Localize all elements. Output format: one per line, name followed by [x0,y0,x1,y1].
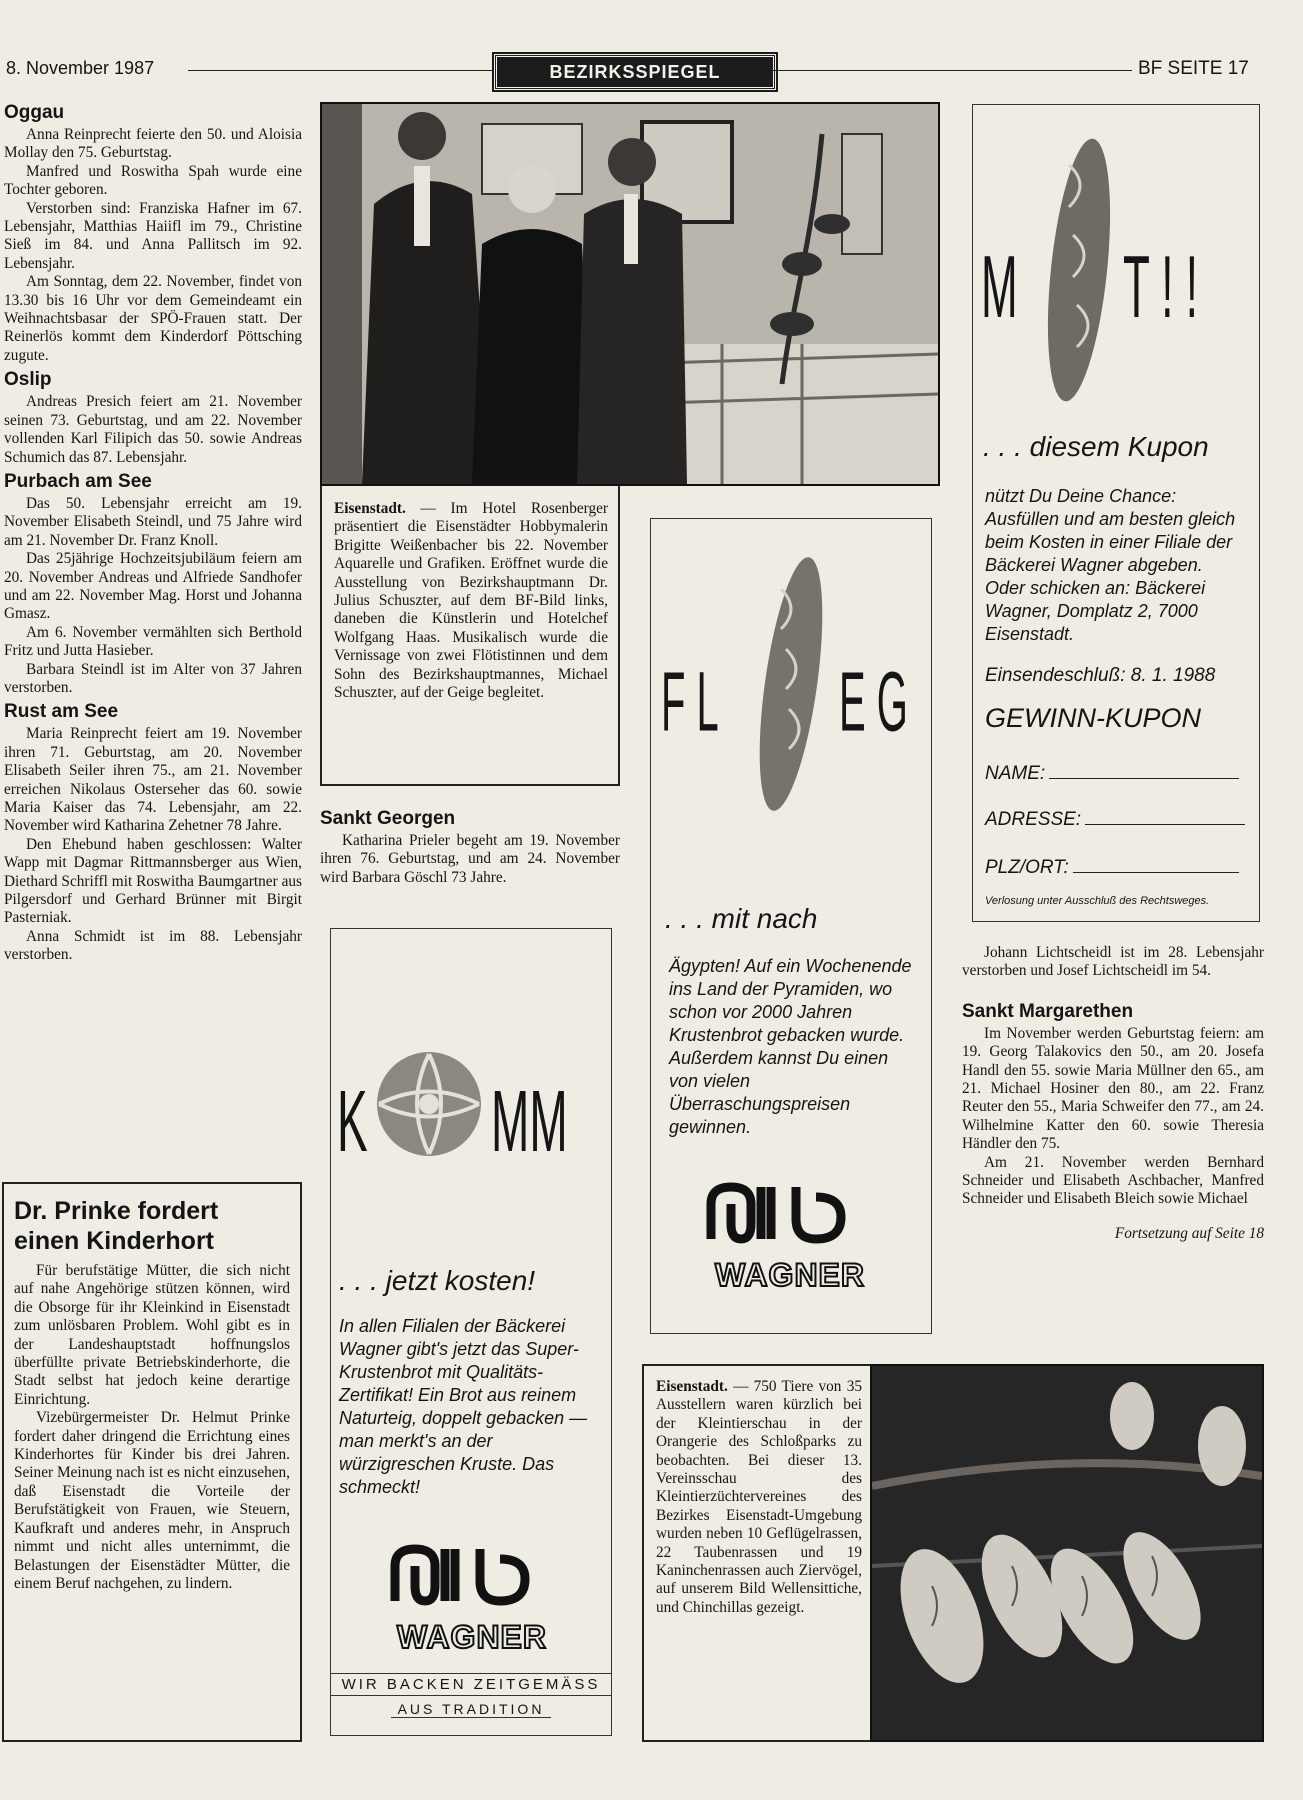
baguette-icon [751,549,831,819]
coupon-name-field[interactable] [985,763,1247,785]
coupon-address-field[interactable] [985,809,1247,831]
coupon-address-label: ADRESSE: [985,809,1082,830]
paragraph: Am Sonntag, dem 22. November, findet von 13.30 bis 16 Uhr vor dem Gemeindeamt ein Weihnachtsbasar der SPÖ-Frauen statt. Der Reinerlös kommt dem Kinderdorf Pöttsching zugute. [4,273,302,364]
coupon-legal: Verlosung unter Ausschluß des Rechtsweges. [985,895,1210,907]
paragraph: Am 6. November vermählten sich Berthold Fritz und Jutta Hasieber. [4,623,302,660]
wagner-logo [701,1179,871,1264]
header-date: 8. November 1987 [6,58,155,78]
ad-flieg-letters-eg: E G [839,656,908,750]
caption-text: — 750 Tiere von 35 Ausstellern waren kürzlich bei der Kleintierschau in der Orangerie des Schloßparks zu beobachten. Bei dieser 13. Vereinsschau des Kleintierzüchtervereines des Bezirkes Eisenstadt-Umgebung wurden neben 10 Geflügelrassen, 22 Taubenrassen und 19 Kaninchenrassen auch Ziervögel, auf unserem Bild Wellensittiche, und Chinchillas gezeigt. [656,1378,862,1616]
photo-budgies-image [872,1366,1262,1740]
paragraph: Manfred und Roswitha Spah wurde eine Tochter geboren. [4,162,302,199]
ad-flieg-brand: WAGNER [715,1257,865,1293]
caption-place: Eisenstadt. [656,1378,728,1395]
coupon-zip-field[interactable] [985,857,1247,879]
photo-budgies [870,1364,1264,1742]
coupon-name-label: NAME: [985,763,1046,784]
ad-komm-letter-k: K [337,1071,368,1171]
round-bread-icon [375,1049,483,1159]
ad-coupon [972,104,1260,922]
ad-coupon-deadline: Einsendeschluß: 8. 1. 1988 [985,665,1216,686]
heading-rust: Rust am See [4,701,119,723]
paragraph: Im November werden Geburtstag feiern: am 19. Georg Talakovics den 50., am 20. Josefa Handl den 55. sowie Maria Müllner den 65., am 21. Michael Hosiner den 80., am 22. Franz Reuter den 55., Maria Schweifer den 77., am 24. Wilhelmine Katter den 60. sowie Theresia Händler den 75. [962,1024,1264,1153]
paragraph: Vizebürgermeister Dr. Helmut Prinke fordert daher dringend die Errichtung eines Kinderhortes für Kinder bis drei Jahren. Seiner Meinung nach ist es nicht einzusehen, daß Eisenstadt die Vorteile der Berufstätigkeit von Frauen, wie Steuern, Kaufkraft und anderes mehr, in Anspruch nimmt und nicht alles unternimmt, die Belastungen der Eisenstädter Mütter, die einem Beruf nachgehen, zu lindern. [14,1409,290,1592]
ad-komm-body: In allen Filialen der Bäckerei Wagner gibt's jetzt das Super-Krustenbrot mit Qualitäts-Zertifikat! Ein Brot aus reinem Naturteig, doppelt gebacken — man merkt's an der würzigreschen Kruste. Das schmeckt! [339,1316,588,1497]
photo-exhibition-image [322,104,938,484]
ad-komm-slogan-1: WIR BACKEN ZEITGEMÄSS [331,1673,611,1696]
paragraph: Den Ehebund haben geschlossen: Walter Wapp mit Dagmar Rittmannsberger aus Wien, Diethard Schriffl mit Roswitha Baumgartner aus Pilgersdorf und Gerhard Brünner mit Birgit Pasterniak. [4,835,302,927]
continued-note: Fortsetzung auf Seite 18 [1114,1224,1264,1242]
ad-komm-slogan-2: AUS TRADITION [391,1701,551,1718]
prinke-title: Dr. Prinke fordert einen Kinderhort [14,1197,219,1255]
header-rule-left [188,70,494,71]
paragraph: Barbara Steindl ist im Alter von 37 Jahren verstorben. [4,660,302,696]
paragraph: Anna Reinprecht feierte den 50. und Aloisia Mollay den 75. Geburtstag. [4,126,302,162]
paragraph: Katharina Prieler begeht am 19. November ihren 76. Geburtstag, und am 24. November wird Barbara Göschl 73 Jahre. [320,832,620,886]
column-4 [962,944,1264,1243]
paragraph: Anna Schmidt ist im 88. Lebensjahr verstorben. [4,927,302,964]
photo-exhibition [320,102,940,486]
paragraph: Andreas Presich feiert am 21. November seinen 73. Geburtstag, und am 22. November vollenden Karl Filipich das 50. sowie Andreas Schumich das 87. Lebensjahr. [4,393,302,466]
paragraph: Johann Lichtscheidl ist im 28. Lebensjahr verstorben und Josef Lichtscheidl im 54. [962,944,1264,980]
heading-oggau: Oggau [4,102,65,123]
ad-coupon-letters-t: T ! ! [1123,239,1198,337]
ad-flieg-tagline: . . . mit nach [665,903,818,934]
page-number: BF SEITE 17 [1138,58,1249,79]
ad-coupon-letter-m: M [981,239,1018,337]
ad-komm-tagline: . . . jetzt kosten! [339,1265,536,1296]
paragraph: Das 25jährige Hochzeitsjubiläum feiern am 20. November Andreas und Alfriede Sandhofer und am 22. November Mag. Horst und Johanna Gmasz. [4,550,302,623]
paragraph: Das 50. Lebensjahr erreicht am 19. November Elisabeth Steindl, und 75 Jahre wird am 21. November Dr. Franz Knoll. [4,494,302,549]
heading-purbach: Purbach am See [4,470,152,492]
caption-exhibition [320,486,620,786]
sanktgeorgen-section [320,808,620,887]
paragraph: Maria Reinprecht feiert am 19. November ihren 71. Geburtstag, am 20. November Elisabeth Seiler ihren 75., am 21. November erreichen Nikolaus Osterseher das 60. sowie Maria Kaiser das 74. Lebensjahr, am 22. November wird Katharina Zehetner 78 Jahre. [4,725,302,835]
section-title: BEZIRKSSPIEGEL [494,54,776,90]
prinke-article-box [2,1182,302,1742]
column-1 [4,98,302,965]
caption-text: — Im Hotel Rosenberger präsentiert die Eisenstädter Hobbymalerin Brigitte Weißenbacher bis 22. November Aquarelle und Grafiken. Eröffnet wurde die Ausstellung von Bezirkshauptmann Dr. Julius Schuszter, auf dem BF-Bild links, daneben die Künstlerin und Hotelchef Wolfgang Haas. Musikalisch wurde die Vernissage von zwei Flötistinnen und dem Sohn des Bezirkshauptmannes, Michael Schuszter, auf der Geige begleitet. [334,500,608,702]
header-rule-right [772,70,1132,71]
caption-kleintierschau [642,1364,870,1742]
wagner-logo [385,1541,555,1626]
heading-sanktgeorgen: Sankt Georgen [320,808,456,829]
paragraph: Für berufstätige Mütter, die sich nicht auf nahe Angehörige stützen können, wird die Obsorge für ihr Kleinkind in Eisenstadt zum unlösbaren Problem. Wohl gibt es in der Landeshauptstadt hoffnungslos überfüllte private Betriebskinderhorte, die Stadt selbst hat jedoch keine derartige Einrichtung. [14,1262,290,1408]
ad-komm-letters-mm: MM [491,1071,568,1171]
ad-komm [330,928,612,1736]
paragraph: Verstorben sind: Franziska Hafner im 67. Lebensjahr, Matthias Haiifl im 79., Christine Sieß im 84. und Anna Pallitsch im 92. Lebensjahr. [4,199,302,272]
ad-coupon-tagline: . . . diesem Kupon [983,431,1209,462]
coupon-zip-label: PLZ/ORT: [985,857,1069,878]
caption-place: Eisenstadt. [334,500,406,517]
paragraph: Am 21. November werden Bernhard Schneider und Elisabeth Aschbacher, Manfred Schneider und Elisabeth Bleich sowie Michael [962,1153,1264,1208]
heading-oslip: Oslip [4,369,52,391]
ad-flieg [650,518,932,1334]
heading-margarethen: Sankt Margarethen [962,1000,1134,1022]
ad-flieg-letters-fl: F L [661,656,719,750]
ad-coupon-body: nützt Du Deine Chance: Ausfüllen und am besten gleich beim Kosten in einer Filiale der Bäckerei Wagner abgeben. Oder schicken an: Bäckerei Wagner, Domplatz 2, 7000 Eisenstadt. [985,486,1236,644]
prinke-body [14,1262,290,1593]
coupon-title: GEWINN-KUPON [985,703,1201,733]
ad-flieg-body: Ägypten! Auf ein Wochenende ins Land der Pyramiden, wo schon vor 2000 Jahren Krustenbrot gebacken wurde. Außerdem kannst Du einen von vielen Überraschungspreisen gewinnen. [669,956,912,1137]
ad-komm-brand: WAGNER [397,1619,547,1655]
baguette-icon [1039,125,1119,415]
